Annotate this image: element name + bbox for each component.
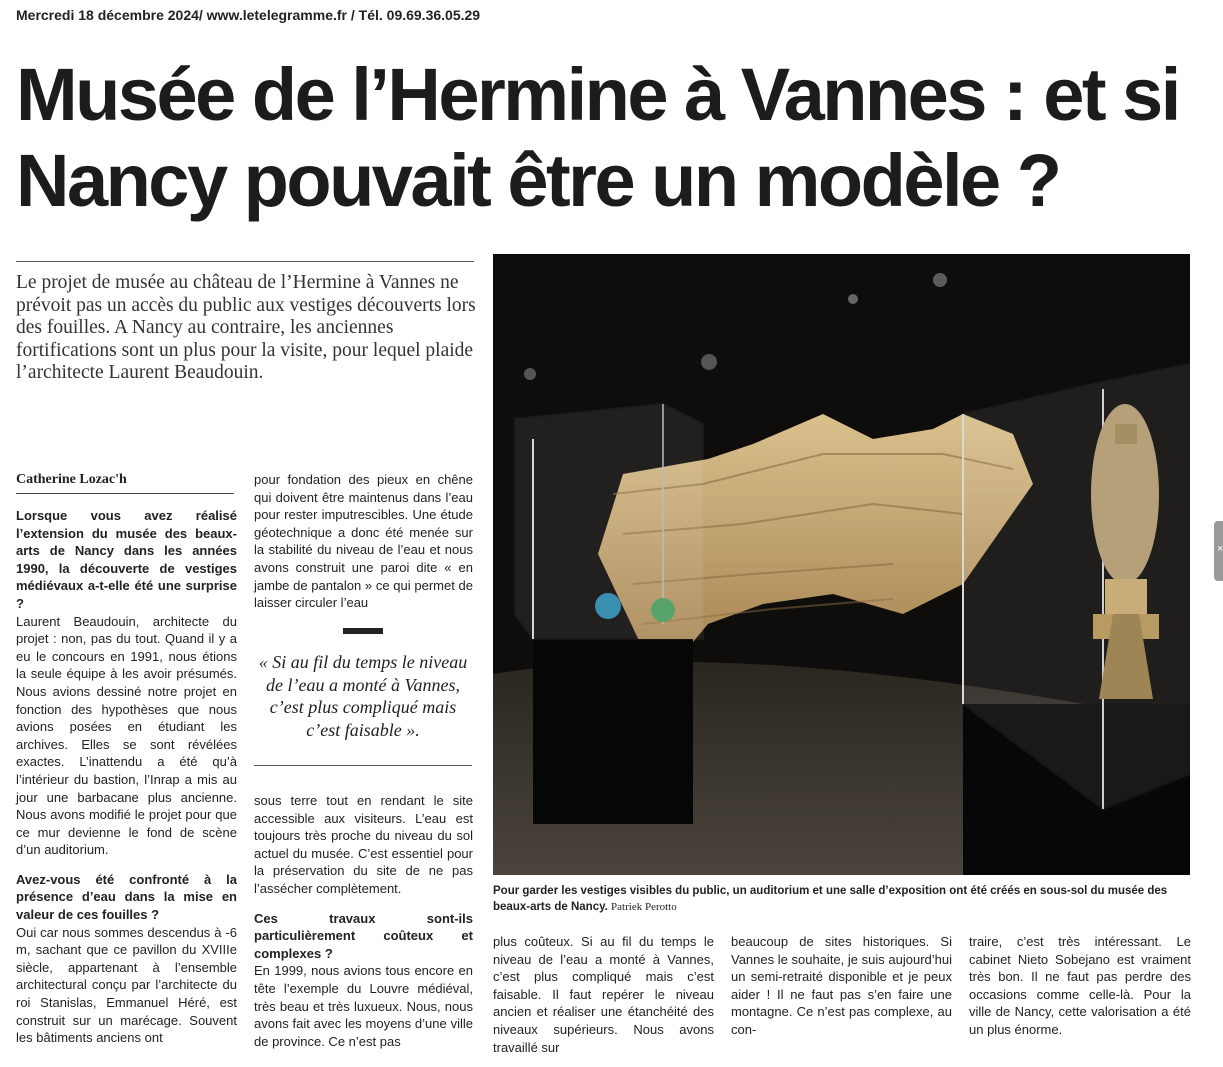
close-icon: × — [1217, 543, 1223, 555]
column-2-after-quote: sous terre tout en rendant le site accessible aux visiteurs. L’eau est toujours très proche du niveau du sol actuel du musée. C’est essentiel pour la préservation du site de ne pas l’assécher complètement. — [254, 793, 473, 896]
quote-dash — [343, 628, 383, 634]
dateline: Mercredi 18 décembre 2024/ www.letelegramme.fr / Tél. 09.69.36.05.29 — [16, 7, 481, 23]
text-column-4 — [731, 933, 952, 1039]
photo-caption — [493, 883, 1193, 915]
text-column-5 — [969, 933, 1191, 1039]
pull-quote: « Si au fil du temps le niveau de l’eau a monté à Vannes, c’est plus compliqué mais c’est faisable ». — [258, 652, 468, 740]
column-4-text: beaucoup de sites historiques. Si Vannes le souhaite, je suis aujourd’hui un semi-retraité disponible et je peux aider ! Il ne faut pas s’en faire une montagne. Ce n’est pas complexe, au con- — [731, 934, 952, 1037]
article-lead: Le projet de musée au château de l’Hermine à Vannes ne prévoit pas un accès du public aux vestiges découverts lors des fouilles. A Nancy au contraire, les anciennes fortifications sont un plus pour la visite, pour lequel plaide l’architecte Laurent Beaudouin. — [16, 272, 476, 384]
pull-quote-rule — [254, 765, 472, 766]
author-byline: Catherine Lozac'h — [16, 472, 127, 487]
answer-3: En 1999, nous avions tous encore en tête l’exemple du Louvre médiéval, très beau et très luxueux. Nous, nous avons fait avec les moyens d’une ville de province. Ce n’est pas — [254, 963, 473, 1049]
article-title: Musée de l’Hermine à Vannes : et si Nancy pouvait être un modèle ? — [16, 53, 1179, 222]
column-2-continuation: pour fondation des pieux en chêne qui doivent être maintenus dans l’eau pour rester imputrescibles. Une étude géotechnique a donc été menée sur la stabilité du niveau de l’eau et nous avons construit une paroi dite « en jambe de pantalon » ce qui permet de laisser circuler l’eau — [254, 472, 473, 611]
answer-2: Oui car nous sommes descendus à -6 m, sachant que ce pavillon du XVIIIe siècle, appartenant à l’ensemble architectural conçu par l’architecte du roi Stanislas, Emmanuel Héré, est construit sur un marécage. Souvent les bâtiments anciens ont — [16, 924, 237, 1046]
question-3: Ces travaux sont-ils particulièrement coûteux et complexes ? — [254, 910, 473, 961]
byline-rule — [16, 493, 234, 494]
chapo-top-rule — [16, 261, 474, 262]
question-2: Avez-vous été confronté à la présence d’eau dans la mise en valeur de ces fouilles ? — [16, 871, 237, 923]
text-column-3 — [493, 933, 714, 1056]
column-5-text: traire, c’est très intéressant. Le cabinet Nieto Sobejano est vraiment très bon. Il ne faut pas perdre des occasions comme celle-là. Pour la ville de Nancy, cette valorisation a été un plus énorme. — [969, 934, 1191, 1037]
museum-photo-illustration — [493, 254, 1190, 875]
text-column-2-top — [254, 471, 473, 612]
caption-text: Pour garder les vestiges visibles du public, un auditorium et une salle d’exposition ont été créés en sous-sol du musée des beaux-arts de Nancy. — [493, 885, 1168, 913]
side-panel-tab[interactable] — [1214, 521, 1223, 581]
museum-photo — [493, 254, 1190, 875]
question-1: Lorsque vous avez réalisé l’extension du musée des beaux-arts de Nancy dans les années 1990, la découverte de vestiges médiévaux a-t-elle été une surprise ? — [16, 508, 237, 611]
text-column-2-bottom — [254, 792, 473, 1050]
photo-credit: Patriek Perotto — [611, 901, 677, 913]
text-column-1 — [16, 507, 237, 1047]
answer-1: Laurent Beaudouin, architecte du projet : non, pas du tout. Quand il y a eu le concours en 1991, nous étions la seule équipe à les avoir présumés. Nous avions dessiné notre projet en fonction des hypothèses que nous avions posées en étudiant les archives. Elles se sont révélées exactes. L’inattendu a été qu’à l’intérieur du bastion, l’Inrap a mis au jour une barbacane plus ancienne. Nous avons modifié le projet pour que ce mur devienne le fond de scène d’un auditorium. — [16, 613, 237, 858]
column-3-text: plus coûteux. Si au fil du temps le niveau de l’eau a monté à Vannes, c’est plus compliqué mais c’est faisable. Il faut repérer le niveau ancien et réaliser une étanchéité des niveaux supérieurs. Nous avons travaillé sur — [493, 934, 714, 1055]
